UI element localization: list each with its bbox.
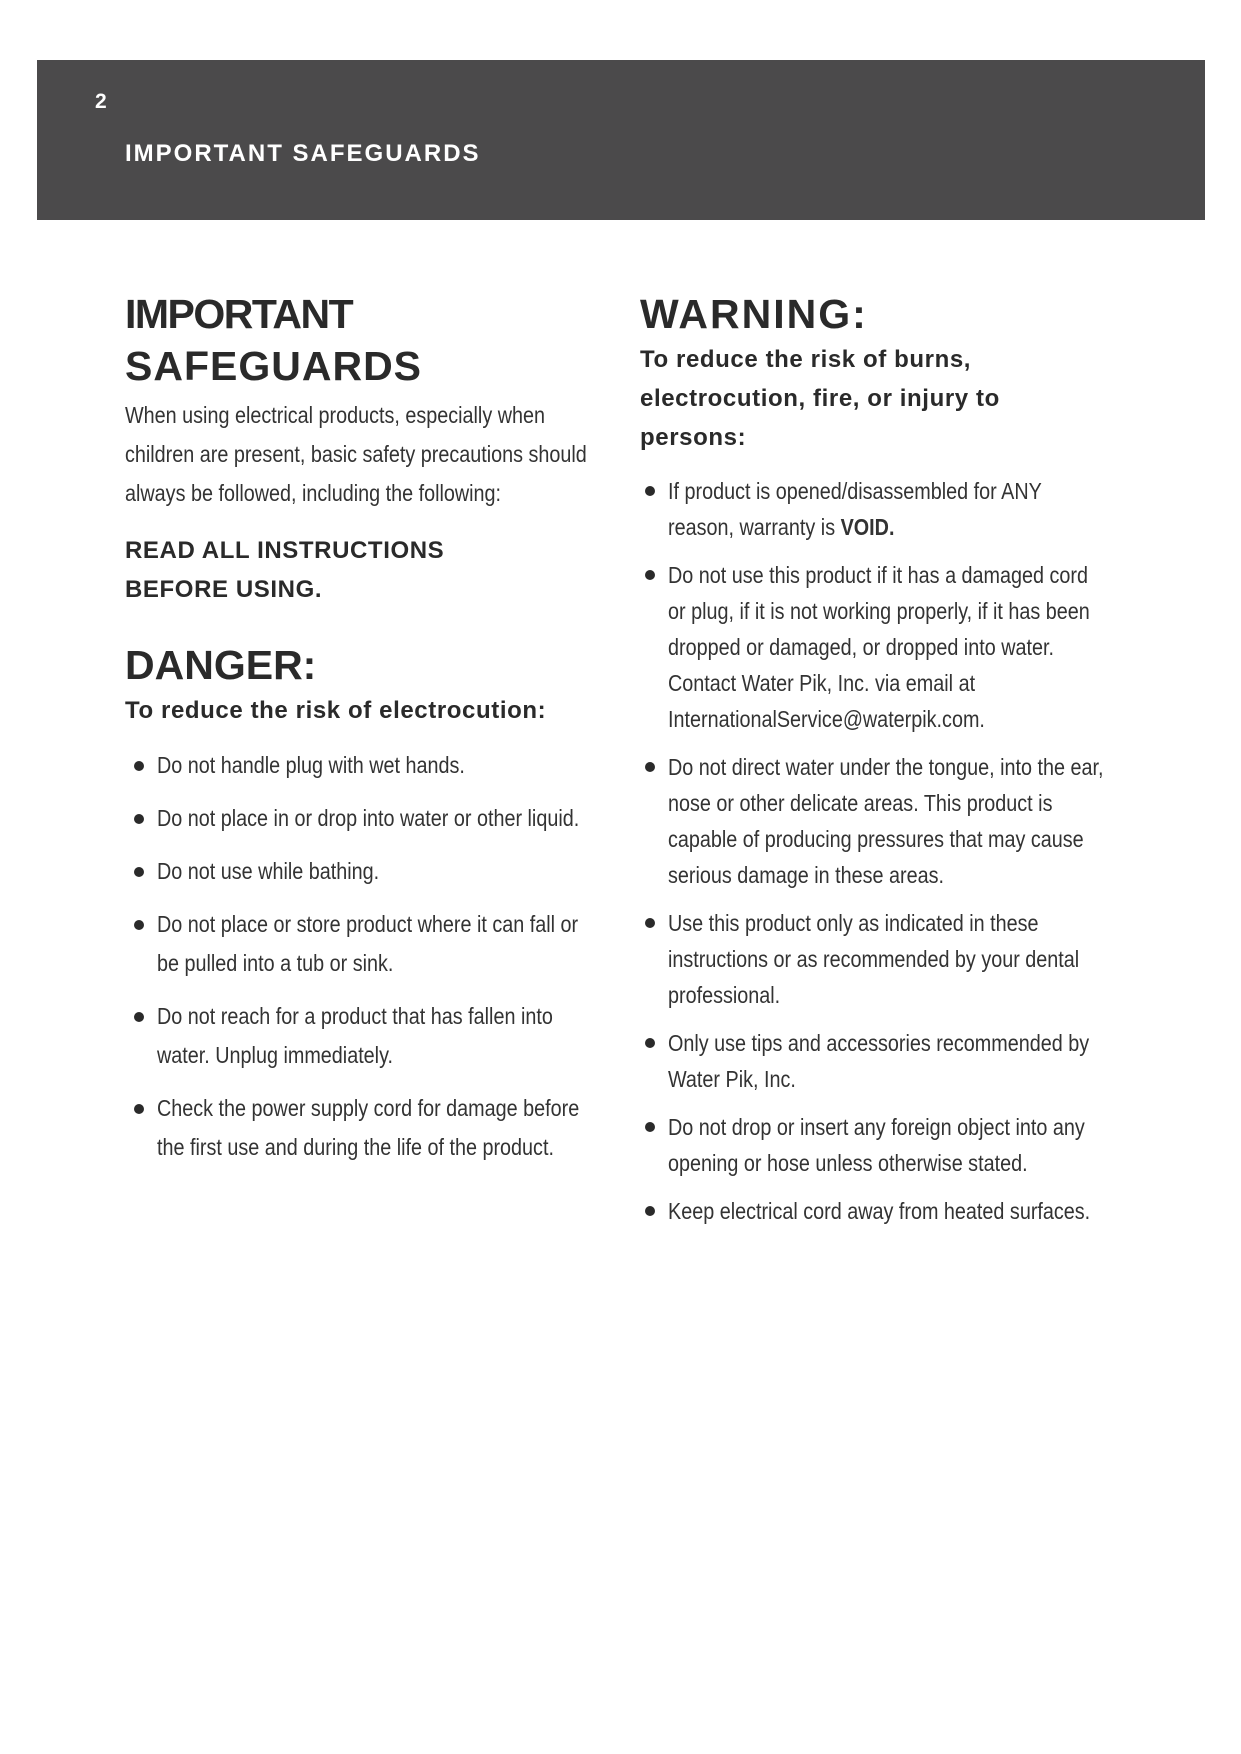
bullet-icon [134, 920, 144, 930]
list-item: Do not use this product if it has a damaged cord or plug, if it is not working properly, if it has been dropped or damaged, or dropped into water. Contact Water Pik, Inc. via email at InternationalService@waterpik.com. [640, 557, 1110, 737]
danger-subtitle: To reduce the risk of electrocution: [125, 697, 547, 724]
list-item: Do not use while bathing. [125, 852, 595, 891]
right-column [640, 288, 1110, 1241]
bullet-icon [134, 1012, 144, 1022]
list-item: Do not reach for a product that has fallen into water. Unplug immediately. [125, 997, 595, 1075]
bullet-icon [645, 762, 655, 772]
header-title: IMPORTANT SAFEGUARDS [125, 140, 481, 167]
list-item: Do not direct water under the tongue, into the ear, nose or other delicate areas. This product is capable of producing pressures that may cause serious damage in these areas. [640, 749, 1110, 893]
list-item: Only use tips and accessories recommended by Water Pik, Inc. [640, 1025, 1110, 1097]
list-item: Do not drop or insert any foreign object into any opening or hose unless otherwise stated. [640, 1109, 1110, 1181]
list-item: Check the power supply cord for damage before the first use and during the life of the product. [125, 1089, 595, 1167]
page-number: 2 [95, 90, 108, 113]
safeguards-title-line1: IMPORTANT [125, 291, 353, 337]
bullet-icon [134, 761, 144, 771]
list-item: Do not handle plug with wet hands. [125, 746, 595, 785]
read-all-line1: READ ALL INSTRUCTIONS [125, 537, 445, 564]
warning-list [640, 473, 1110, 1229]
warranty-text: If product is opened/disassembled for ANY reason, warranty is [668, 478, 1042, 540]
safeguards-title-line2: SAFEGUARDS [125, 343, 423, 389]
list-item: Keep electrical cord away from heated surfaces. [640, 1193, 1110, 1229]
bullet-icon [645, 1206, 655, 1216]
read-all-line2: BEFORE USING. [125, 576, 323, 603]
bullet-icon [645, 918, 655, 928]
danger-title: DANGER: [125, 642, 317, 688]
bullet-icon [645, 1122, 655, 1132]
list-item: Do not place or store product where it can fall or be pulled into a tub or sink. [125, 905, 595, 983]
bullet-icon [134, 867, 144, 877]
void-label: VOID. [840, 514, 895, 540]
bullet-icon [645, 486, 655, 496]
intro-text: When using electrical products, especially when children are present, basic safety precautions should always be followed, including the following: [125, 402, 587, 506]
danger-list [125, 746, 595, 1167]
left-column [125, 288, 595, 1181]
list-item: Use this product only as indicated in these instructions or as recommended by your dental professional. [640, 905, 1110, 1013]
warning-title: WARNING: [640, 291, 868, 337]
warning-subtitle: To reduce the risk of burns, electrocution, fire, or injury to persons: [640, 346, 1000, 451]
bullet-icon [645, 570, 655, 580]
bullet-icon [645, 1038, 655, 1048]
read-all-notice [125, 531, 595, 609]
bullet-icon [134, 814, 144, 824]
intro-paragraph [125, 396, 595, 513]
header-band [37, 60, 1205, 220]
list-item: Do not place in or drop into water or other liquid. [125, 799, 595, 838]
list-item [640, 473, 1110, 545]
bullet-icon [134, 1104, 144, 1114]
